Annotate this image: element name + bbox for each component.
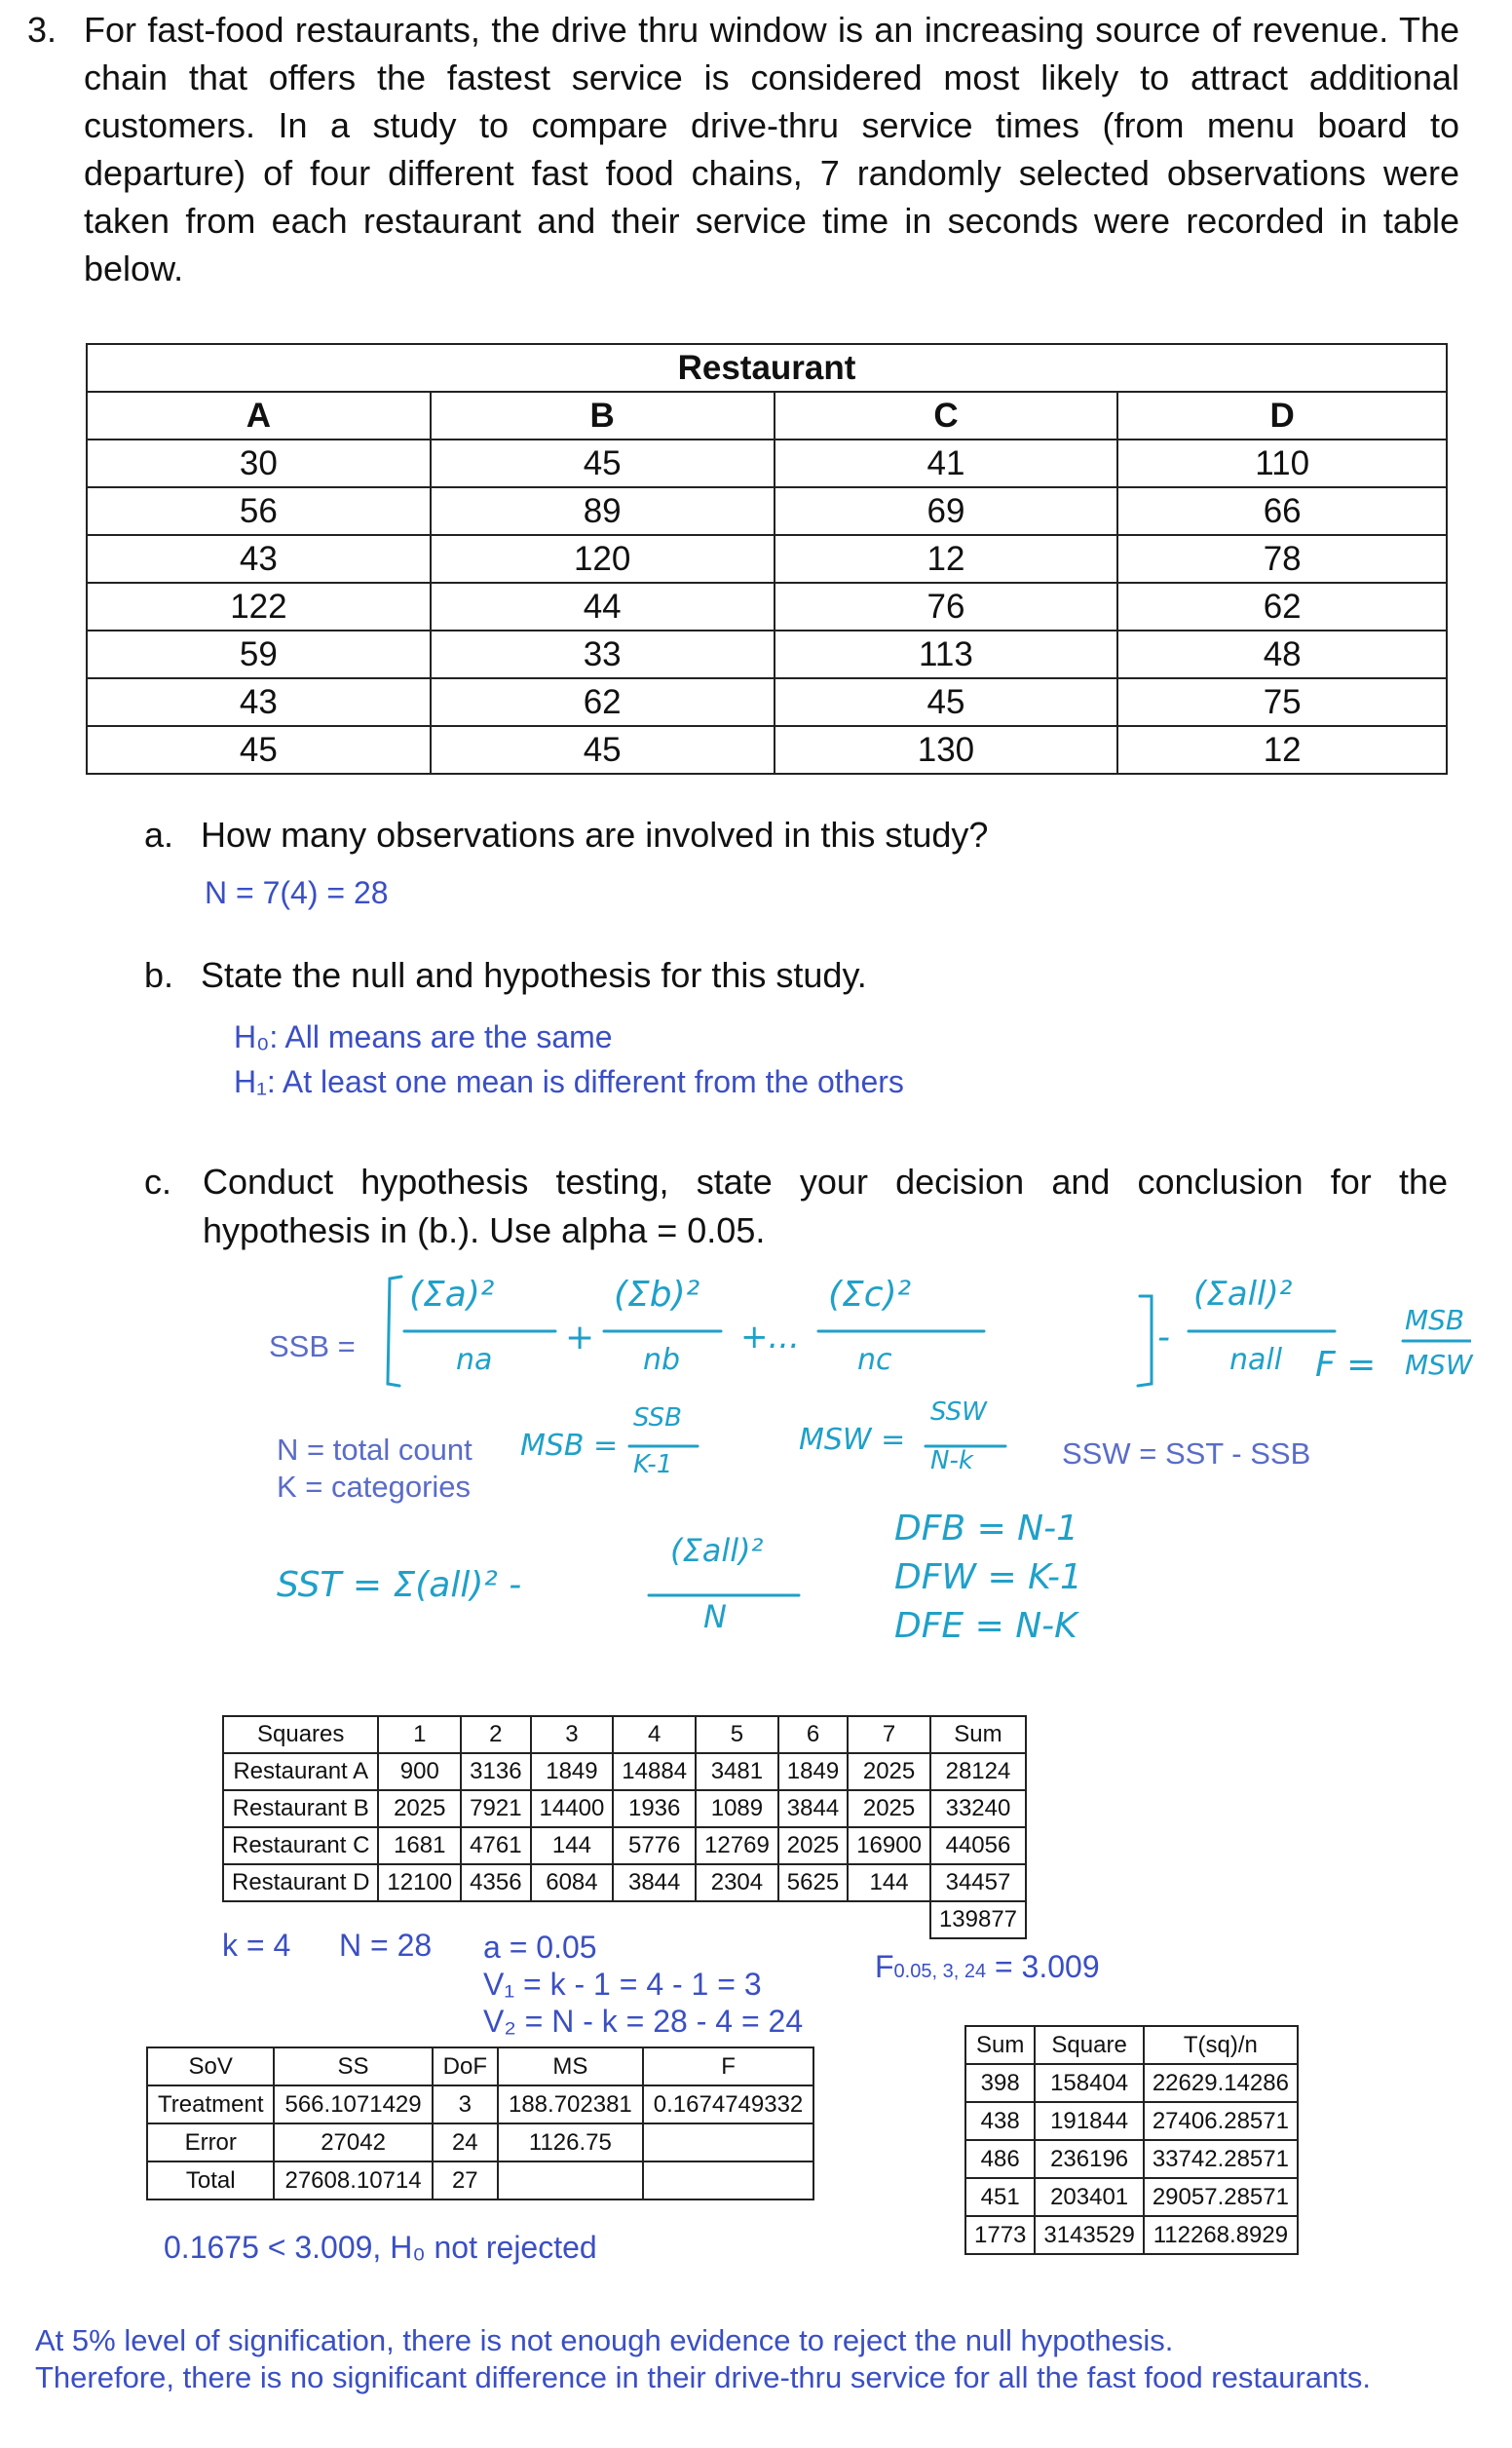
table-cell: 24 xyxy=(433,2123,498,2161)
msw-denominator: N-k xyxy=(930,1446,973,1475)
table-cell: 75 xyxy=(1117,678,1447,726)
table-row xyxy=(965,2102,1298,2140)
table-cell: 113 xyxy=(775,631,1118,678)
squares-table xyxy=(222,1715,1027,1939)
table-cell: 62 xyxy=(1117,583,1447,631)
anova-table xyxy=(146,2046,814,2200)
table-cell: 41 xyxy=(775,440,1118,487)
n-c: nc xyxy=(857,1343,892,1377)
table-cell: 4761 xyxy=(461,1827,530,1864)
table-row xyxy=(147,2123,813,2161)
table-cell: 122 xyxy=(87,583,431,631)
column-header: SS xyxy=(274,2047,432,2085)
table-row xyxy=(87,440,1447,487)
grand-total: 139877 xyxy=(930,1901,1026,1938)
sum-table xyxy=(964,2025,1299,2255)
ssb-label: SSB = xyxy=(269,1329,356,1363)
column-header: Sum xyxy=(965,2026,1035,2064)
alternative-hypothesis: H₁: At least one mean is different from the others xyxy=(234,1064,904,1099)
table-cell: 566.1071429 xyxy=(274,2085,432,2123)
part-b-question xyxy=(144,951,867,1000)
f-critical xyxy=(875,1949,1100,1985)
table-cell: 120 xyxy=(431,535,775,583)
table-cell: 1849 xyxy=(778,1753,848,1790)
squares-table-body xyxy=(223,1753,1026,1901)
table-cell: 112268.8929 xyxy=(1144,2216,1298,2254)
table-cell: 66 xyxy=(1117,487,1447,535)
table-cell: 33742.28571 xyxy=(1144,2140,1298,2178)
table-cell: 438 xyxy=(965,2102,1035,2140)
table-cell: 12100 xyxy=(378,1864,461,1901)
right-bracket-icon xyxy=(1138,1296,1152,1386)
table-cell: 45 xyxy=(431,726,775,774)
table-cell: 14400 xyxy=(531,1790,614,1827)
column-header: B xyxy=(431,392,775,440)
table-cell: Restaurant B xyxy=(223,1790,378,1827)
decision-text: 0.1675 < 3.009, H₀ not rejected xyxy=(164,2230,597,2265)
table-cell: 1681 xyxy=(378,1827,461,1864)
column-header: T(sq)/n xyxy=(1144,2026,1298,2064)
column-header: DoF xyxy=(433,2047,498,2085)
msb-denominator: K-1 xyxy=(633,1450,673,1479)
table-cell: 3143529 xyxy=(1035,2216,1143,2254)
table-cell: 158404 xyxy=(1035,2064,1143,2102)
df-error: DFE = N-K xyxy=(894,1606,1077,1646)
question-number: 3. xyxy=(27,10,57,50)
table-cell: 76 xyxy=(775,583,1118,631)
table-cell: 69 xyxy=(775,487,1118,535)
table-cell: 44056 xyxy=(930,1827,1026,1864)
restaurant-table-title: Restaurant xyxy=(87,344,1447,392)
column-header: Squares xyxy=(223,1716,378,1753)
column-header: 1 xyxy=(378,1716,461,1753)
column-header: 5 xyxy=(696,1716,778,1753)
table-cell: Restaurant D xyxy=(223,1864,378,1901)
restaurant-table xyxy=(86,343,1448,775)
n-all: nall xyxy=(1229,1343,1283,1377)
table-cell: Restaurant C xyxy=(223,1827,378,1864)
k-value: k = 4 xyxy=(222,1928,291,1963)
table-cell: 144 xyxy=(531,1827,614,1864)
table-row xyxy=(87,535,1447,583)
table-cell: 45 xyxy=(431,440,775,487)
df-between: DFB = N-1 xyxy=(894,1509,1078,1549)
table-cell: 2025 xyxy=(378,1790,461,1827)
table-row xyxy=(223,1790,1026,1827)
table-cell: 22629.14286 xyxy=(1144,2064,1298,2102)
table-row xyxy=(965,2064,1298,2102)
f-critical-value: = 3.009 xyxy=(994,1949,1100,1984)
table-cell: 45 xyxy=(775,678,1118,726)
question-text: For fast-food restaurants, the drive thru window is an increasing source of revenue. The chain that offers the fastest service is considered most likely to attract additional customers. In a study to compare drive-thru service times (from menu board to departure) of four different fast food chains, 7 randomly selected observations were taken from each restaurant and their service time in seconds were recorded in table below. xyxy=(84,10,1459,288)
table-cell xyxy=(498,2161,643,2199)
table-cell: 203401 xyxy=(1035,2178,1143,2216)
table-cell xyxy=(643,2161,814,2199)
table-cell: 398 xyxy=(965,2064,1035,2102)
table-cell: 33240 xyxy=(930,1790,1026,1827)
n-b: nb xyxy=(643,1343,681,1377)
left-bracket-icon xyxy=(388,1277,401,1386)
msb-numerator: SSB xyxy=(633,1403,682,1433)
table-cell: 486 xyxy=(965,2140,1035,2178)
conclusion-line-1: At 5% level of signification, there is not enough evidence to reject the null hypothesis. xyxy=(35,2323,1174,2357)
table-cell: 56 xyxy=(87,487,431,535)
ssw-formula: SSW = SST - SSB xyxy=(1062,1436,1311,1471)
msw-numerator: SSW xyxy=(930,1397,987,1427)
sum-c-squared: (Σc)² xyxy=(828,1275,912,1315)
table-cell: Restaurant A xyxy=(223,1753,378,1790)
table-cell: Treatment xyxy=(147,2085,274,2123)
table-cell: 27 xyxy=(433,2161,498,2199)
alpha-value: a = 0.05 xyxy=(483,1930,597,1965)
column-header: 2 xyxy=(461,1716,530,1753)
table-cell: 4356 xyxy=(461,1864,530,1901)
table-cell: 3136 xyxy=(461,1753,530,1790)
table-cell: 1936 xyxy=(613,1790,696,1827)
table-row xyxy=(87,726,1447,774)
table-cell: 2025 xyxy=(848,1753,930,1790)
part-a-label: a. xyxy=(144,815,174,855)
part-b-label: b. xyxy=(144,955,174,995)
plus-dots: +... xyxy=(740,1318,800,1357)
question-block xyxy=(27,6,1459,292)
column-header: 3 xyxy=(531,1716,614,1753)
table-cell: Error xyxy=(147,2123,274,2161)
part-c-text: Conduct hypothesis testing, state your decision and conclusion for the hypothesis in (b.). Use alpha = 0.05. xyxy=(203,1162,1448,1250)
table-cell: 6084 xyxy=(531,1864,614,1901)
table-cell: 34457 xyxy=(930,1864,1026,1901)
n-a: na xyxy=(456,1343,493,1377)
table-cell: 130 xyxy=(775,726,1118,774)
f-label: F = xyxy=(1315,1345,1377,1385)
column-header: MS xyxy=(498,2047,643,2085)
table-cell: 3 xyxy=(433,2085,498,2123)
squares-header-row xyxy=(223,1716,1026,1753)
table-cell: 48 xyxy=(1117,631,1447,678)
table-cell: 2304 xyxy=(696,1864,778,1901)
table-row xyxy=(87,631,1447,678)
table-cell: 3481 xyxy=(696,1753,778,1790)
v1-value: V₁ = k - 1 = 4 - 1 = 3 xyxy=(483,1967,762,2002)
part-b-text: State the null and hypothesis for this study. xyxy=(201,955,867,995)
table-row xyxy=(223,1864,1026,1901)
table-cell: 28124 xyxy=(930,1753,1026,1790)
table-cell: 33 xyxy=(431,631,775,678)
table-cell: 900 xyxy=(378,1753,461,1790)
table-cell: 45 xyxy=(87,726,431,774)
table-cell: 144 xyxy=(848,1864,930,1901)
table-cell: 59 xyxy=(87,631,431,678)
table-cell: 89 xyxy=(431,487,775,535)
anova-header-row xyxy=(147,2047,813,2085)
msw-label: MSW = xyxy=(799,1423,906,1457)
table-cell: 188.702381 xyxy=(498,2085,643,2123)
column-header: A xyxy=(87,392,431,440)
table-cell: 0.1674749332 xyxy=(643,2085,814,2123)
table-row xyxy=(965,2178,1298,2216)
sum-all-squared: (Σall)² xyxy=(1193,1275,1293,1314)
table-cell: 62 xyxy=(431,678,775,726)
part-a-text: How many observations are involved in this study? xyxy=(201,815,989,855)
table-cell: 1773 xyxy=(965,2216,1035,2254)
table-row xyxy=(223,1827,1026,1864)
k-definition: K = categories xyxy=(277,1470,472,1504)
table-cell: 5776 xyxy=(613,1827,696,1864)
f-critical-subscript: 0.05, 3, 24 xyxy=(893,1961,987,1982)
part-a-answer: N = 7(4) = 28 xyxy=(205,875,389,910)
conclusion-line-2: Therefore, there is no significant difference in their drive-thru service for all the fast food restaurants. xyxy=(35,2360,1371,2394)
column-header: D xyxy=(1117,392,1447,440)
table-cell: 16900 xyxy=(848,1827,930,1864)
sum-header-row xyxy=(965,2026,1298,2064)
table-cell: 12 xyxy=(775,535,1118,583)
table-cell: 1089 xyxy=(696,1790,778,1827)
part-c-label: c. xyxy=(144,1162,172,1202)
table-cell: 78 xyxy=(1117,535,1447,583)
f-critical-label: F xyxy=(875,1949,894,1984)
table-row xyxy=(965,2216,1298,2254)
table-row xyxy=(147,2085,813,2123)
table-cell: 2025 xyxy=(848,1790,930,1827)
column-header: Sum xyxy=(930,1716,1026,1753)
column-header: 7 xyxy=(848,1716,930,1753)
n-value: N = 28 xyxy=(339,1928,433,1963)
table-cell xyxy=(643,2123,814,2161)
column-header: 4 xyxy=(613,1716,696,1753)
null-hypothesis: H₀: All means are the same xyxy=(234,1019,613,1054)
table-cell: 43 xyxy=(87,535,431,583)
sum-b-squared: (Σb)² xyxy=(614,1275,700,1315)
column-header: 6 xyxy=(778,1716,848,1753)
table-cell: 2025 xyxy=(778,1827,848,1864)
part-c-question xyxy=(144,1158,1448,1255)
table-cell: 110 xyxy=(1117,440,1447,487)
n-definition: N = total count xyxy=(277,1433,472,1467)
sum-a-squared: (Σa)² xyxy=(409,1275,495,1315)
column-header: C xyxy=(775,392,1118,440)
table-cell: 27406.28571 xyxy=(1144,2102,1298,2140)
table-cell: 27608.10714 xyxy=(274,2161,432,2199)
column-header: Square xyxy=(1035,2026,1143,2064)
v2-value: V₂ = N - k = 28 - 4 = 24 xyxy=(483,2004,804,2039)
table-row xyxy=(223,1753,1026,1790)
table-cell: 29057.28571 xyxy=(1144,2178,1298,2216)
table-cell: 43 xyxy=(87,678,431,726)
plus-sign: + xyxy=(565,1318,595,1358)
sst-formula: SST = Σ(all)² - xyxy=(277,1565,522,1605)
table-cell: 451 xyxy=(965,2178,1035,2216)
table-row xyxy=(87,583,1447,631)
table-cell: 12769 xyxy=(696,1827,778,1864)
sum-table-body xyxy=(965,2064,1298,2254)
table-cell: 12 xyxy=(1117,726,1447,774)
table-cell: 14884 xyxy=(613,1753,696,1790)
table-cell: 5625 xyxy=(778,1864,848,1901)
table-cell: 3844 xyxy=(613,1864,696,1901)
table-row xyxy=(87,487,1447,535)
table-cell: 3844 xyxy=(778,1790,848,1827)
minus-sign: - xyxy=(1157,1318,1170,1358)
table-cell: Total xyxy=(147,2161,274,2199)
table-row xyxy=(965,2140,1298,2178)
column-header: SoV xyxy=(147,2047,274,2085)
table-row xyxy=(87,678,1447,726)
column-header: F xyxy=(643,2047,814,2085)
df-within: DFW = K-1 xyxy=(894,1557,1082,1597)
table-cell: 1126.75 xyxy=(498,2123,643,2161)
table-cell: 44 xyxy=(431,583,775,631)
sst-denominator: N xyxy=(703,1598,727,1635)
f-numerator: MSB xyxy=(1405,1304,1465,1336)
table-cell: 1849 xyxy=(531,1753,614,1790)
sst-numerator: (Σall)² xyxy=(670,1532,764,1569)
table-cell: 27042 xyxy=(274,2123,432,2161)
table-cell: 236196 xyxy=(1035,2140,1143,2178)
table-cell: 30 xyxy=(87,440,431,487)
msb-label: MSB = xyxy=(520,1429,619,1463)
anova-table-body xyxy=(147,2085,813,2199)
table-cell: 191844 xyxy=(1035,2102,1143,2140)
f-denominator: MSW xyxy=(1405,1349,1473,1381)
table-cell: 7921 xyxy=(461,1790,530,1827)
restaurant-table-body xyxy=(87,440,1447,774)
part-a-question xyxy=(144,811,988,860)
table-row xyxy=(147,2161,813,2199)
